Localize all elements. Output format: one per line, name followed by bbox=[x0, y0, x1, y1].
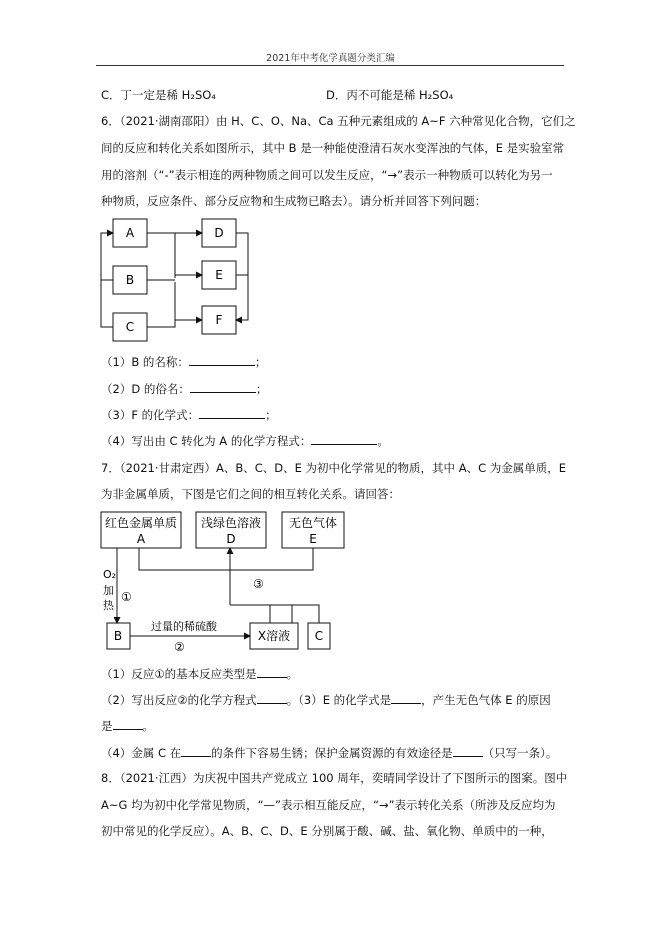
q6-label-f: F bbox=[215, 313, 223, 327]
q7-sub1-blank[interactable] bbox=[257, 667, 287, 678]
q6-sub2-end: ； bbox=[255, 382, 268, 396]
q5-option-d: D．丙不可能是稀 H₂SO₄ bbox=[326, 88, 454, 102]
q7-sub4 bbox=[101, 746, 557, 760]
q7-sub2-line2 bbox=[101, 719, 154, 733]
q6-sub3-blank[interactable] bbox=[199, 408, 265, 419]
q7-step3: ③ bbox=[253, 577, 264, 591]
q7-sub3-reason: ，产生无色气体 E 的原因 bbox=[421, 693, 551, 707]
q6-sub4-end: 。 bbox=[377, 434, 389, 448]
q6-sub3-label: （3）F 的化学式： bbox=[101, 408, 200, 422]
q7-sub4-blank1[interactable] bbox=[181, 746, 211, 757]
q7-label-b: B bbox=[113, 629, 123, 643]
q7-sub1-label: （1）反应①的基本反应类型是 bbox=[101, 667, 257, 681]
q6-stem-line4: 种物质，反应条件、部分反应物和生成物已略去）。请分析并回答下列问题： bbox=[101, 194, 487, 208]
q6-link-a bbox=[147, 233, 175, 278]
q7-sub3-reason-blank[interactable] bbox=[113, 719, 143, 730]
q6-label-e: E bbox=[215, 268, 223, 282]
q7-sub4-label: （4）金属 C 在 bbox=[101, 746, 182, 760]
q7-link-c2 bbox=[292, 605, 319, 623]
q7-step2: ② bbox=[174, 640, 185, 654]
q7-cond-heat1: 加 bbox=[103, 584, 114, 597]
q6-label-b: B bbox=[125, 273, 135, 287]
q8-stem-line2: A~G 均为初中化学常见物质，“—”表示相互能反应，“→”表示转化关系（所涉及反应均为 bbox=[101, 798, 556, 812]
q6-sub3-end: ； bbox=[265, 408, 277, 422]
q6-label-a: A bbox=[125, 226, 135, 240]
q6-sub2-label: （2）D 的俗名： bbox=[101, 382, 190, 396]
q7-sub2-label: （2）写出反应②的化学方程式 bbox=[101, 693, 257, 707]
q6-link-c bbox=[147, 282, 175, 327]
q7-sub3-line2-label: 是 bbox=[101, 719, 113, 733]
q7-sub4-mid: 的条件下容易生锈；保护金属资源的有效途径是 bbox=[211, 746, 453, 760]
q6-sub1-blank[interactable] bbox=[189, 355, 255, 366]
q6-sub2 bbox=[101, 382, 267, 396]
q7-stem-line2: 为非金属单质，下图是它们之间的相互转化关系。请回答： bbox=[101, 487, 400, 501]
q6-label-d: D bbox=[214, 226, 224, 240]
q6-arrow-to-f-right bbox=[236, 233, 248, 320]
q8-stem-line3: 初中常见的化学反应）。A、B、C、D、E 分别属于酸、碱、盐、氧化物、单质中的一种， bbox=[101, 824, 553, 838]
q7-cond-o2: O₂ bbox=[103, 568, 117, 581]
q8-stem-line1: 8．（2021·江西）为庆祝中国共产党成立 100 周年，奕晴同学设计了下图所示的图案。图中 bbox=[101, 771, 568, 785]
q7-sub1 bbox=[101, 667, 298, 681]
q6-sub4 bbox=[101, 434, 389, 448]
q7-cond-heat2: 热 bbox=[103, 599, 114, 612]
q7-label-d1: 浅绿色溶液 bbox=[200, 516, 262, 530]
q7-label-c: C bbox=[314, 629, 324, 643]
q6-sub4-blank[interactable] bbox=[311, 434, 377, 445]
q7-sub1-end: 。 bbox=[286, 667, 299, 681]
q6-sub1-end: ； bbox=[254, 355, 267, 369]
q7-step1: ① bbox=[121, 590, 132, 604]
q7-link-x bbox=[230, 605, 292, 623]
q6-stem-line3: 用的溶剂（“-”表示相连的两种物质之间可以发生反应，“→”表示一种物质可以转化为另一 bbox=[101, 168, 553, 182]
q7-sub4-end: （只写一条）。 bbox=[482, 746, 558, 760]
q6-sub1-label: （1）B 的名称： bbox=[101, 355, 189, 369]
q7-sub4-blank2[interactable] bbox=[453, 746, 483, 757]
q7-reagent: 过量的稀硫酸 bbox=[151, 620, 217, 633]
q7-sub3-blank[interactable] bbox=[391, 693, 421, 704]
q7-label-e2: E bbox=[309, 532, 317, 546]
q7-label-e1: 无色气体 bbox=[288, 516, 338, 530]
q7-stem-line1: 7．（2021·甘肃定西）A、B、C、D、E 为初中化学常见的物质，其中 A、C 为金属单质，E bbox=[101, 461, 567, 475]
q5-option-c: C．丁一定是稀 H₂SO₄ bbox=[101, 88, 216, 102]
q6-stem-line2: 间的反应和转化关系如图所示，其中 B 是一种能使澄清石灰水变浑浊的气体，E 是实验室常 bbox=[101, 141, 565, 155]
q7-label-x: X溶液 bbox=[257, 629, 291, 643]
q6-sub4-label: （4）写出由 C 转化为 A 的化学方程式： bbox=[101, 434, 312, 448]
q6-label-c: C bbox=[125, 320, 135, 334]
q6-sub3 bbox=[101, 408, 277, 422]
q6-sub1 bbox=[101, 355, 266, 369]
q7-label-d2: D bbox=[226, 532, 236, 546]
q7-sub2-blank[interactable] bbox=[257, 693, 287, 704]
q7-sub2 bbox=[101, 693, 551, 707]
q6-stem-line1: 6．（2021·湖南邵阳）由 H、C、O、Na、Ca 五种元素组成的 A~F 六种常见化合物，它们之 bbox=[101, 114, 576, 128]
q7-label-a2: A bbox=[136, 532, 146, 546]
q6-sub2-blank[interactable] bbox=[190, 382, 256, 393]
q7-label-a1: 红色金属单质 bbox=[104, 516, 178, 530]
page-header: 2021年中考化学真题分类汇编 bbox=[266, 53, 395, 64]
q7-bus bbox=[139, 548, 313, 570]
q7-sub3-line2-end: 。 bbox=[142, 719, 154, 733]
q7-sub3-label: 。（3）E 的化学式是 bbox=[286, 693, 392, 707]
